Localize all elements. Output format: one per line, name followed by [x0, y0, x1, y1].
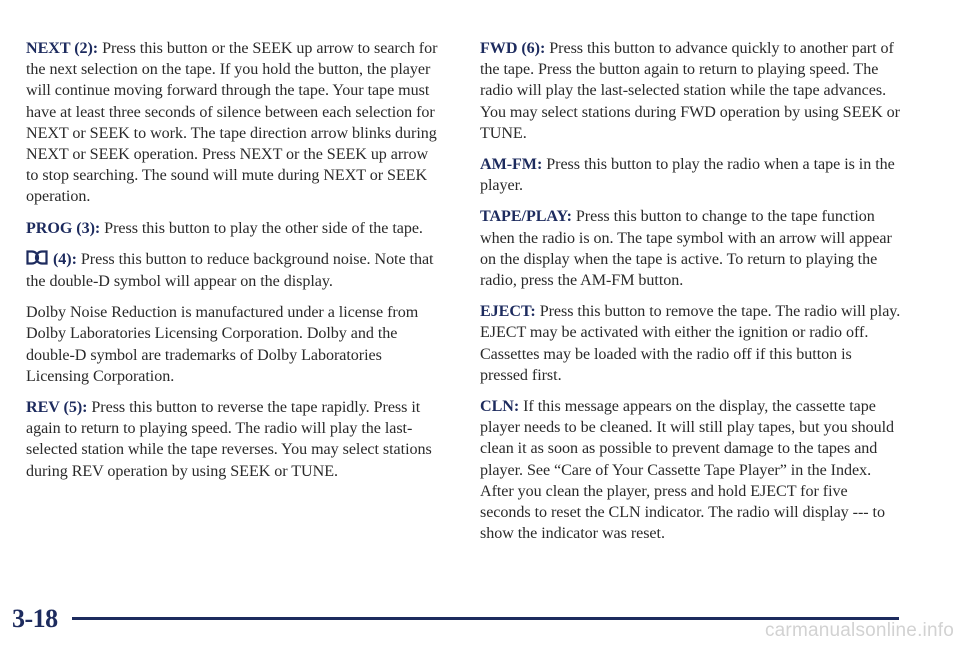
cln-paragraph	[480, 396, 902, 544]
prog-paragraph	[26, 218, 444, 239]
am-fm-term: AM-FM:	[480, 156, 543, 174]
eject-paragraph	[480, 301, 902, 386]
dolby-text: Press this button to reduce background noise. Note that the double-D symbol will appear on the display.	[26, 250, 434, 291]
next-term: NEXT (2):	[26, 40, 99, 57]
double-d-icon	[26, 250, 48, 271]
tape-play-text: Press this button to change to the tape function when the radio is on. The tape symbol with an arrow will appear on the display when the tape is active. To return to playing the radio, press the AM-FM button.	[480, 208, 892, 290]
tape-play-term: TAPE/PLAY:	[480, 208, 572, 226]
tape-play-paragraph	[480, 206, 902, 291]
am-fm-paragraph	[480, 154, 902, 196]
dolby-term: (4):	[52, 250, 77, 268]
fwd-text: Press this button to advance quickly to another part of the tape. Press the button again to return to playing speed. The radio will play the last-selected station while the tape advances. You may select stations during FWD operation by using SEEK or TUNE.	[480, 40, 900, 142]
next-paragraph	[26, 38, 444, 208]
fwd-paragraph	[480, 38, 902, 144]
prog-text: Press this button to play the other side of the tape.	[100, 219, 423, 237]
cln-term: CLN:	[480, 398, 520, 416]
dolby-license-text: Dolby Noise Reduction is manufactured under a license from Dolby Laboratories Licensing Corporation. Dolby and the double-D symbol are trademarks of Dolby Laboratories Licensing Corporation.	[26, 304, 419, 385]
rev-term: REV (5):	[26, 399, 88, 417]
rev-paragraph	[26, 397, 444, 482]
eject-term: EJECT:	[480, 303, 536, 321]
eject-text: Press this button to remove the tape. The radio will play. EJECT may be activated with either the ignition or radio off. Cassettes may be loaded with the radio off if this button is pressed first.	[480, 303, 901, 384]
dolby-license-paragraph	[26, 302, 444, 387]
page-number: 3-18	[12, 604, 58, 633]
prog-term: PROG (3):	[26, 219, 101, 237]
am-fm-text: Press this button to play the radio when a tape is in the player.	[480, 156, 895, 195]
right-column	[480, 38, 902, 554]
next-text: Press this button or the SEEK up arrow to search for the next selection on the tape. If you hold the button, the player will continue moving forward through the tape. Your tape must have at least three seconds of silence between each selection for NEXT or SEEK to work. The tape direction arrow blinks during NEXT or SEEK operation. Press NEXT or the SEEK up arrow to stop searching. The sound will mute during NEXT or SEEK operation.	[26, 40, 438, 206]
rev-text: Press this button to reverse the tape rapidly. Press it again to return to playing speed. The radio will play the last-selected station while the tape reverses. You may select stations during REV operation by using SEEK or TUNE.	[26, 399, 432, 480]
dolby-paragraph	[26, 249, 444, 292]
cln-text: If this message appears on the display, the cassette tape player needs to be cleaned. It will still play tapes, but you should clean it as soon as possible to prevent damage to the tapes and player. See “Care of Your Cassette Tape Player” in the Index. After you clean the player, press and hold EJECT for five seconds to reset the CLN indicator. The radio will display --- to show the indicator was reset.	[480, 398, 895, 543]
left-column	[26, 38, 444, 492]
watermark: carmanualsonline.info	[764, 620, 954, 641]
fwd-term: FWD (6):	[480, 40, 546, 57]
